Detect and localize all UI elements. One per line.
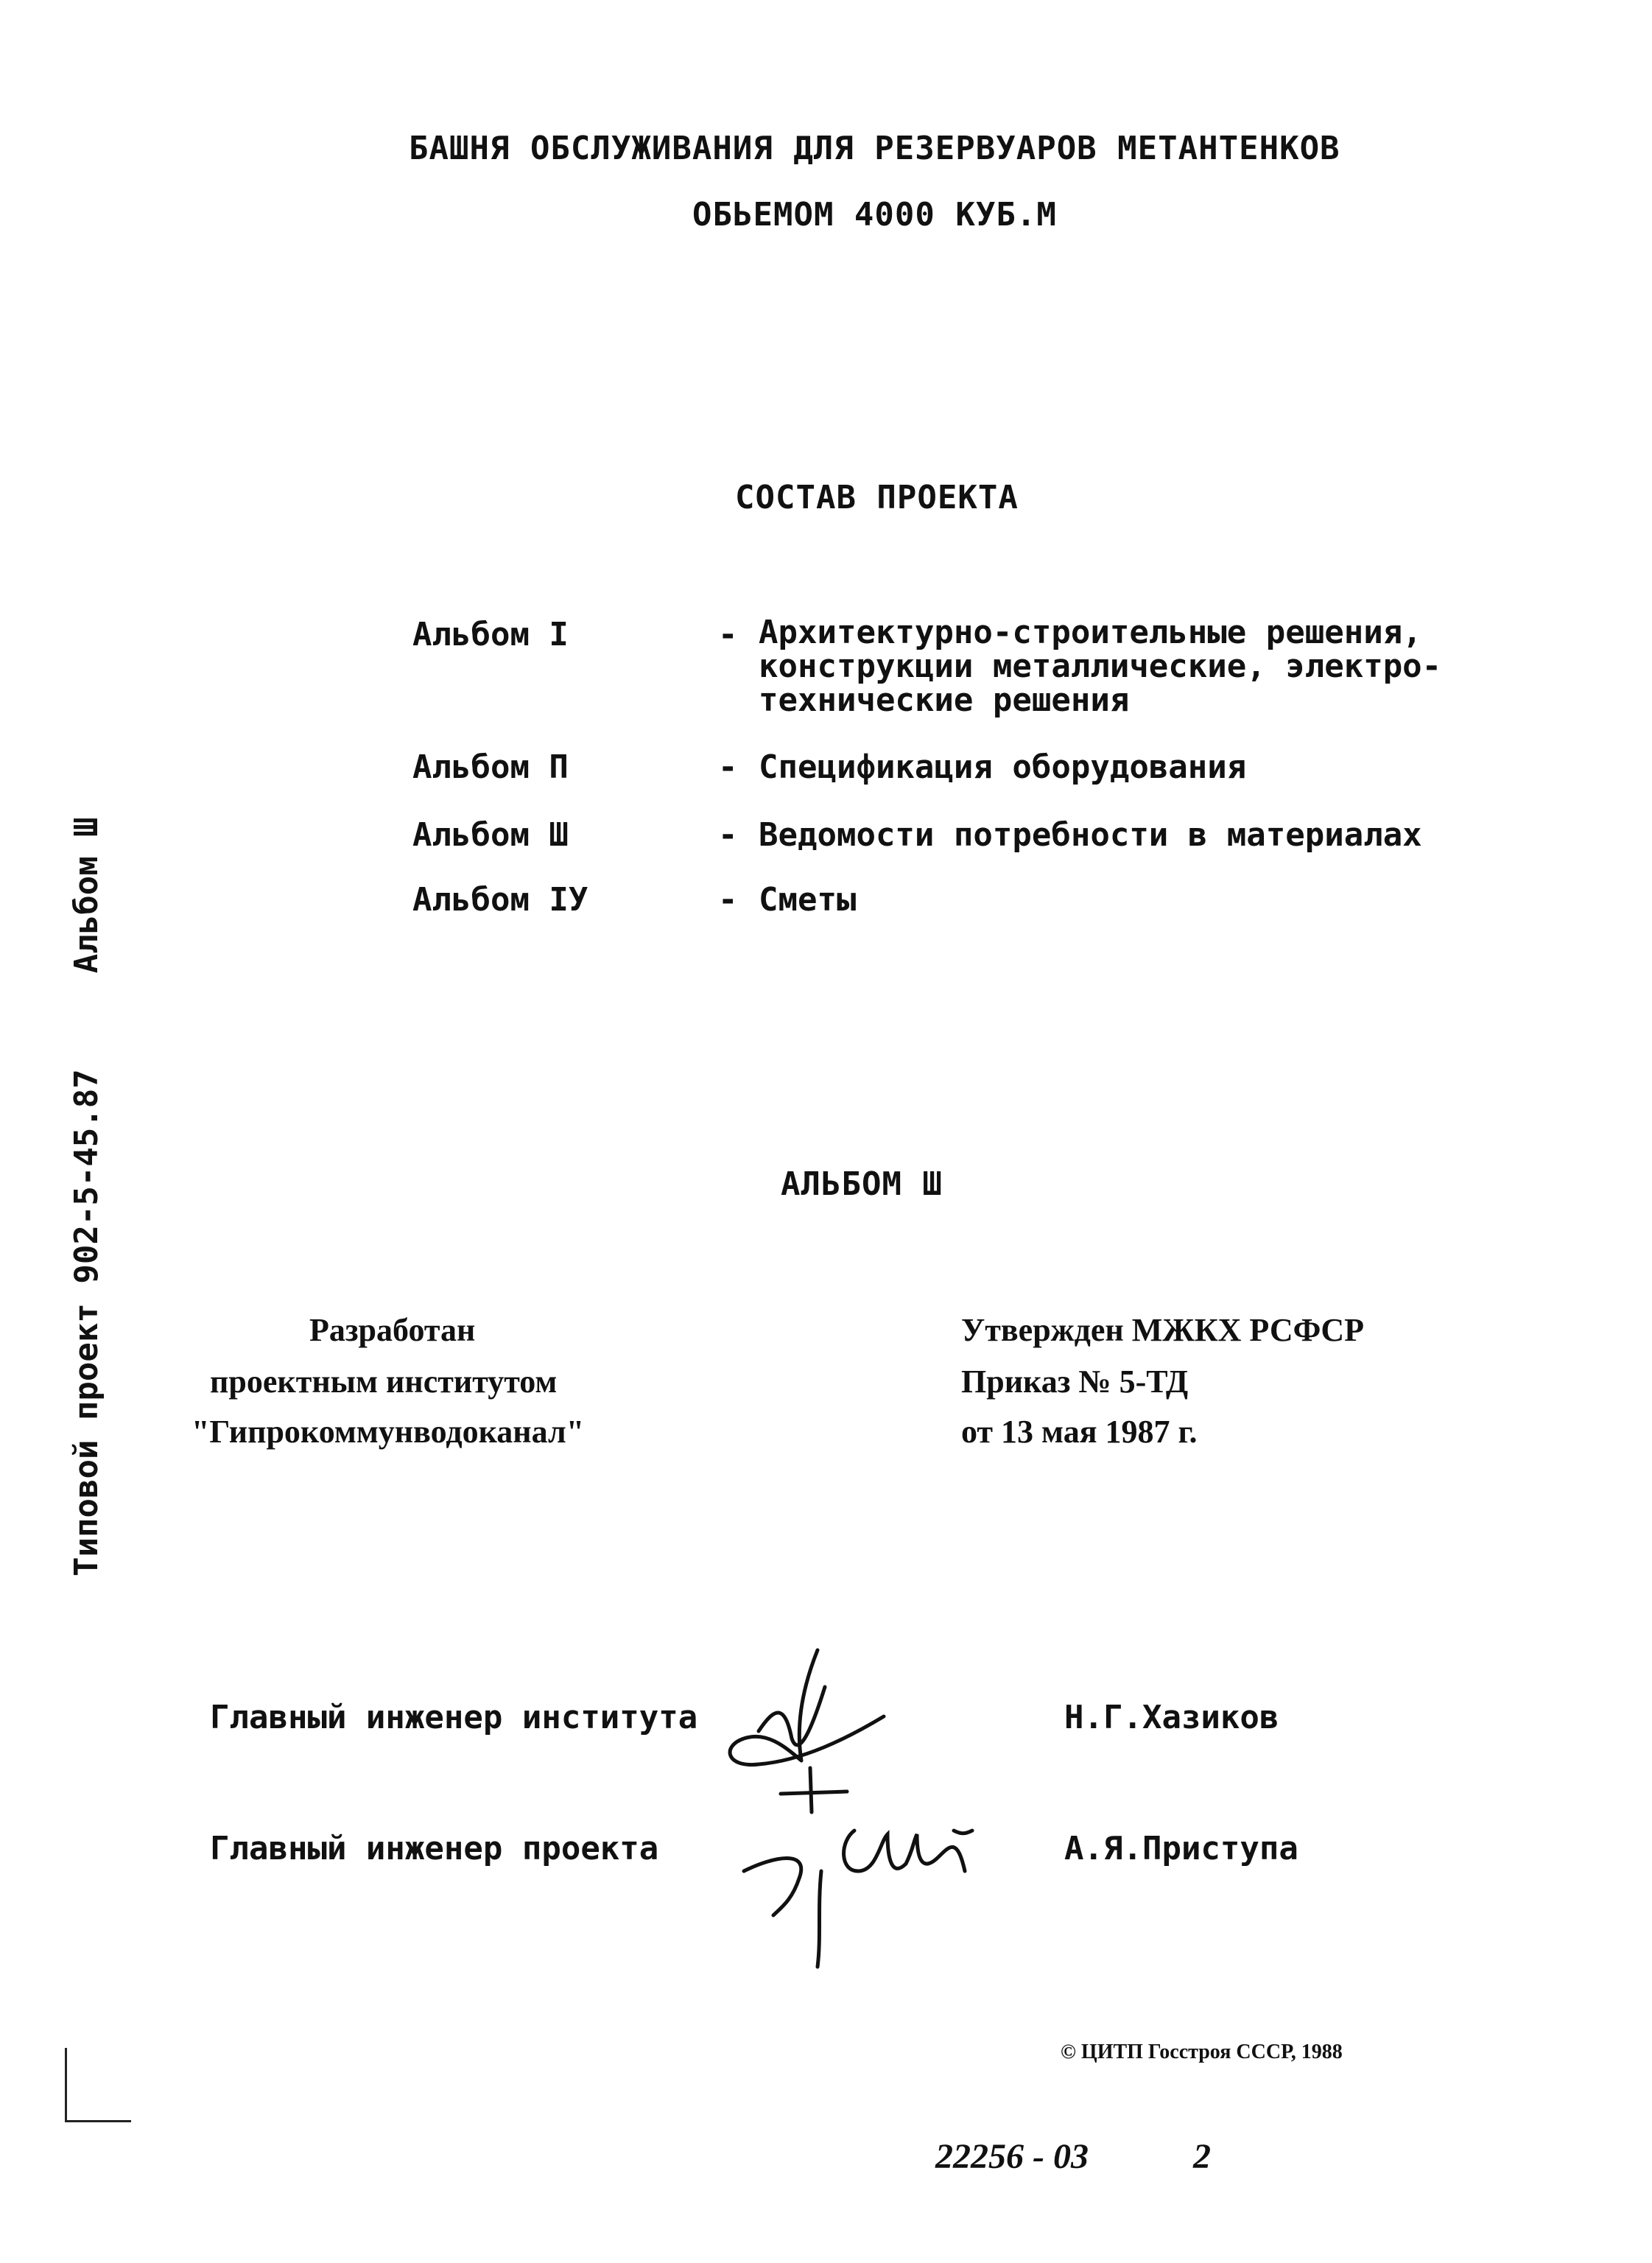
- album-1-desc-line: Архитектурно-строительные решения,: [759, 614, 1422, 651]
- album-3-description: Ведомости потребности в материалах: [759, 816, 1422, 854]
- album-1-name: Альбом I: [412, 616, 569, 653]
- side-label-project: Типовой проект 902-5-45.87: [68, 1069, 105, 1576]
- album-2-description: Спецификация оборудования: [759, 748, 1247, 786]
- album-1-dash: -: [718, 616, 738, 653]
- album-3-dash: -: [718, 816, 738, 854]
- album-1-desc-line: технические решения: [759, 681, 1130, 719]
- signature-2-role: Главный инженер проекта: [210, 1830, 659, 1867]
- document-title-line2: ОБЬЕМОМ 4000 КУБ.М: [692, 196, 1057, 234]
- album-2-dash: -: [718, 748, 738, 786]
- approval-line3: от 13 мая 1987 г.: [961, 1414, 1198, 1450]
- document-number: 22256 - 03: [935, 2137, 1089, 2176]
- album-4-name: Альбом IУ: [412, 881, 588, 919]
- approval-line2: Приказ № 5-ТД: [961, 1364, 1189, 1400]
- signature-1-name: Н.Г.Хазиков: [1064, 1699, 1279, 1736]
- developer-line2: проектным институтом: [210, 1364, 558, 1400]
- album-3-name: Альбом Ш: [412, 816, 569, 854]
- composition-heading: СОСТАВ ПРОЕКТА: [735, 479, 1019, 516]
- album-2-name: Альбом П: [412, 748, 569, 786]
- signature-1-role: Главный инженер института: [210, 1699, 698, 1736]
- document-title-line1: БАШНЯ ОБСЛУЖИВАНИЯ ДЛЯ РЕЗЕРВУАРОВ МЕТАНТЕНКОВ: [409, 130, 1340, 167]
- side-label: [68, 817, 105, 1576]
- side-label-album: Альбом Ш: [68, 817, 105, 974]
- corner-mark-vertical: [65, 2048, 67, 2122]
- corner-mark-horizontal: [65, 2120, 131, 2122]
- album-4-description: Сметы: [759, 881, 857, 919]
- signature-2-name: А.Я.Приступа: [1064, 1830, 1298, 1867]
- album-1-desc-line: конструкции металлические, электро-: [759, 648, 1442, 685]
- album-1-description: [759, 616, 1441, 718]
- developer-line3: "Гипрокоммунводоканал": [191, 1414, 585, 1450]
- page-number: 2: [1193, 2137, 1211, 2176]
- current-album-heading: АЛЬБОМ Ш: [781, 1165, 943, 1203]
- approval-line1: Утвержден МЖКХ РСФСР: [961, 1312, 1365, 1348]
- copyright-notice: © ЦИТП Госстроя СССР, 1988: [1061, 2041, 1343, 2063]
- signature-2-image: [729, 1761, 994, 1982]
- album-4-dash: -: [718, 881, 738, 919]
- developer-line1: Разработан: [309, 1312, 476, 1348]
